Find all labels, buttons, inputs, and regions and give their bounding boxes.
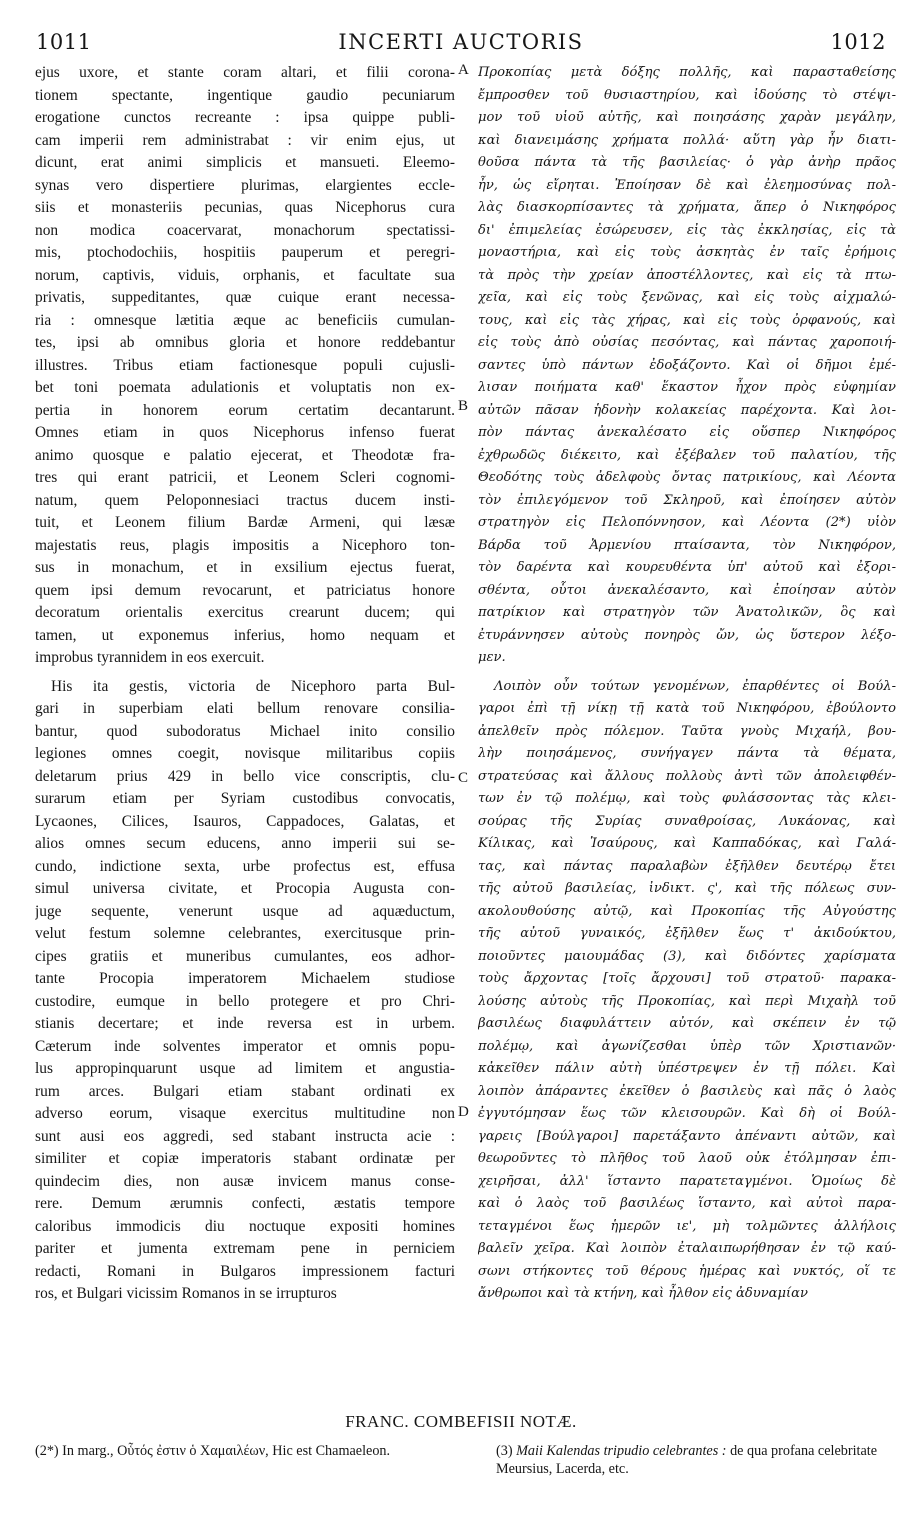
greek-text-line: κἀκεῖθεν πάλιν αὐτὴ ὑπέστρεψεν ἐν τῇ πόλει. Καὶ [478, 1061, 896, 1076]
greek-text-line: αὐτῶν πᾶσαν ἡδονὴν κολακείας παρέχοντα. Καὶ λοι- [478, 402, 896, 418]
latin-text-line: lus appropinquarunt usque ad limitem et angustia- [35, 1060, 455, 1077]
latin-text-line: quindecim dies, non ausæ invicem manus conse- [35, 1172, 455, 1190]
greek-text-line: δι' ἐπιμελείας ἐσώρευσεν, εἰς τὰς ἐκκλησίας, εἰς τὰ [478, 222, 896, 238]
latin-text-line: Cæterum inde solventes imperator et omnis popu- [35, 1037, 455, 1055]
latin-text-line: cipes gratiis et muneribus cumulantes, eos adhor- [35, 947, 455, 965]
latin-text-column [35, 62, 455, 1306]
latin-text-line: tamen, ut exponemus inferius, homo nequam et [35, 626, 455, 644]
latin-text-line: ros, et Bulgari vicissim Romanos in se irrupturos [35, 1285, 337, 1302]
greek-text-line: τὸν δαρέντα καὶ κουρευθέντα ὑπ' αὐτοῦ καὶ ἐξορι- [478, 560, 896, 575]
greek-text-line: λισαν ποιήματα καθ' ἕκαστον ἦχον πρὸς εὐφημίαν [478, 380, 896, 395]
latin-text-line: legiones omnes coegit, novisque militaribus copiis [35, 745, 455, 762]
greek-text-line: τεταγμένοι ἕως ἡμερῶν ιε', μὴ τολμῶντες ἀλλήλοις [478, 1218, 896, 1234]
greek-text-line: τὸν ἐπιλεγόμενον τοῦ Σκληροῦ, καὶ ἐποίησεν αὐτὸν [478, 492, 896, 508]
greek-text-line: ἐγγυτόμησαν ἕως τῶν κλεισουρῶν. Καὶ δὴ οἱ Βούλ- [478, 1106, 896, 1121]
greek-text-line: τας, καὶ πάντας παραλαβὼν ἐξῆλθεν δευτέρῳ ἔτει [478, 858, 896, 874]
greek-text-line: τῆς αὐτοῦ γυναικός, ἐξῆλθεν ἕως τ' ἀκιδούκτου, [478, 926, 896, 941]
greek-text-line: ἄνθρωποι καὶ τὰ κτήνη, καὶ ἦλθον εἰς ἀδυναμίαν [478, 1286, 808, 1301]
latin-text-line: rere. Demum ærumnis confecti, æstatis tempore [35, 1195, 455, 1212]
latin-text-line: animo quosque e palatio ejecerat, et Theodotæ fra- [35, 446, 455, 464]
greek-text-line: χειρῆσαι, ἀλλ' ἵσταντο παρατεταγμένοι. Ὁμοίως δὲ [478, 1173, 896, 1189]
latin-text-line: decoratum orientalis exercitus crearunt ducem; qui [35, 604, 455, 621]
greek-text-line: στρατεύσας καὶ ἄλλους πολλοὺς ἀντὶ τῶν ἀπολειφθέν- [478, 768, 896, 784]
greek-text-line: ἐχθρωδῶς διέκειτο, καὶ ἐξέβαλεν τοῦ παλατίου, τῆς [478, 447, 896, 463]
greek-text-line: γαρεις [Βούλγαροι] παρετάξαντο ἀπέναντι αὐτῶν, καὶ [478, 1128, 896, 1144]
greek-text-line: τοὺς ἄρχοντας [τοῖς ἄρχουσι] τοῦ στρατοῦ· παρακα- [478, 971, 896, 986]
greek-text-line: ἦν, ὡς εἴρηται. Ἐποίησαν δὲ καὶ ἐλεημοσύνας πολ- [478, 177, 896, 193]
greek-text-line: σαντες ὑπὸ πάντων ἐδοξάζοντο. Καὶ οἱ δῆμοι ἐμέ- [478, 357, 896, 373]
latin-text-line: tres qui erant patricii, et Leonem Scleri cognomi- [35, 469, 455, 486]
margin-letter-a: A [458, 62, 469, 78]
latin-text-line: rum arces. Bulgari etiam stabant ordinati ex [35, 1082, 455, 1100]
latin-text-line: similiter et copiæ imperatoris stabant ordinatæ per [35, 1150, 455, 1167]
greek-text-line: λοιπὸν ἀπάραντες ἐκεῖθεν ὁ βασιλεὺς καὶ πᾶς ὁ λαὸς [478, 1083, 896, 1099]
greek-text-line: θοῦσα πάντα τὰ τῆς βασιλείας· ὁ γὰρ ἀνὴρ πρᾶος [478, 155, 896, 170]
latin-text-line: Lycaones, Cilices, Isauros, Cappadoces, Galatas, et [35, 812, 455, 830]
latin-text-line: pariter et jumenta extremam pene in perniciem [35, 1240, 455, 1257]
greek-text-line: ἐτυράννησεν αὐτοὺς πονηρὸς ὤν, ὡς ὕστερον λέξο- [478, 627, 896, 643]
latin-text-line: stianis decertare; et inde reversa est in urbem. [35, 1015, 455, 1032]
latin-text-line: tionem spectante, ingentique gaudio pecuniarum [35, 86, 455, 104]
greek-text-line: σούρας τῆς Συρίας συναθροίσας, Λυκάονας, καὶ [478, 813, 896, 829]
greek-text-line: καὶ ὁ λαὸς τοῦ βασιλέως ἵσταντο, καὶ αὐτοὶ παρα- [478, 1196, 896, 1211]
greek-text-line: εἰς τοὺς ἀπὸ οὐσίας πεσόντας, καὶ πάντας χαροποιή- [478, 335, 896, 350]
greek-text-line: Λοιπὸν οὖν τούτων γενομένων, ἐπαρθέντες οἱ Βούλ- [494, 678, 896, 694]
footnote-3-lemma: Maii Kalendas tripudio celebrantes : [516, 1443, 727, 1459]
footnote-2: (2*) In marg., Οὗτός ἐστιν ὁ Χαμαιλέων, Hic est Chamaeleon. [35, 1443, 391, 1459]
page-number-left: 1011 [36, 30, 92, 54]
notes-heading: FRANC. COMBEFISII NOTÆ. [345, 1412, 577, 1431]
footnote-3-number: (3) [496, 1443, 517, 1459]
margin-letter-c: C [458, 770, 469, 786]
greek-text-line: στρατηγὸν εἰς Πελοπόννησον, καὶ Λέοντα (2*) υἱὸν [478, 515, 896, 530]
greek-text-line: χεῖα, καὶ εἰς τοὺς ξενῶνας, καὶ εἰς τοὺς αἰχμαλώ- [478, 290, 896, 305]
latin-text-line: juge sequente, venerunt usque ad aquæductum, [35, 902, 455, 920]
greek-text-line: μεν. [478, 650, 506, 665]
greek-text-line: θεωροῦντες τὸ πλῆθος τοῦ λαοῦ οὐκ ἐτόλμησαν ἐπι- [478, 1151, 896, 1166]
latin-text-line: improbus tyrannidem in eos exercuit. [35, 649, 265, 666]
latin-text-line: adverso eorum, visaque exercitus multitudine non [35, 1105, 455, 1122]
latin-text-line: quem ipsi demum revocarunt, et patriciatus honore [35, 581, 455, 599]
greek-text-line: Κίλικας, καὶ Ἰσαύρους, καὶ Καππαδόκας, καὶ Γαλά- [478, 836, 896, 851]
greek-text-line: καὶ διανειμάσης χρήματα πολλά· αὕτη γὰρ ἦν διατι- [478, 132, 896, 148]
latin-text-line: velut festum solemne celebrantes, exercitusque prin- [35, 925, 455, 942]
greek-text-line: λούσης αὐτοὺς τῆς Προκοπίας, καὶ περὶ Μιχαὴλ τοῦ [478, 993, 896, 1009]
latin-text-line: His ita gestis, victoria de Nicephoro parta Bul- [51, 677, 455, 695]
margin-letter-d: D [458, 1104, 469, 1120]
margin-letter-b: B [458, 398, 469, 414]
latin-text-line: ejus uxore, et stante coram altari, et filii corona- [35, 64, 455, 81]
latin-text-line: redacti, Romani in Bulgaros impressionem facturi [35, 1262, 455, 1280]
greek-text-line: ποιοῦντες μαιουμάδας (3), καὶ διδόντες χαρίσματα [478, 948, 896, 964]
latin-text-line: Omnes etiam in quos Nicephorus infenso fuerat [35, 424, 455, 441]
greek-text-line: Θεοδότης τοὺς ἀδελφοὺς ὄντας πατρικίους, καὶ Λέοντα [478, 470, 896, 485]
latin-text-line: synas vero dispertiere plurimas, elargientes eccle- [35, 176, 455, 194]
greek-text-line: σθέντα, οὗτοι ἀνεκαλέσαντο, καὶ ἐποίησαν αὐτὸν [478, 582, 896, 598]
latin-text-line: non modica coacervarat, monachorum spectatissi- [35, 221, 455, 239]
latin-text-line: custodire, eumque in bello protegere et pro Chri- [35, 992, 455, 1010]
greek-text-line: των ἐν τῷ πολέμῳ, καὶ τοὺς φυλάσσοντας τὰς κλει- [478, 791, 896, 806]
latin-text-line: illustres. Tribus etiam factionesque populi cujusli- [35, 356, 455, 374]
latin-text-line: ria : omnesque lætitia æque ac beneficiis cumulan- [35, 311, 455, 329]
latin-text-line: mis, ptochodochiis, hospitiis pauperum et peregri- [35, 244, 455, 261]
greek-text-line: βασιλέως διαφυλάττειν αὐτόν, καὶ σκέπειν ἐν τῷ [478, 1016, 896, 1031]
greek-text-line: λὴν ποιησάμενος, συνήγαγεν πάντα τὰ θέματα, [478, 746, 896, 761]
latin-text-line: sus in monachum, et in exsilium ejectus fuerat, [35, 559, 455, 576]
latin-text-line: deletarum prius 429 in bello vice conscriptis, clu- [35, 767, 455, 785]
greek-text-column [478, 62, 896, 1306]
greek-text-line: τὰ πρὸς τὴν χρείαν ἀποστέλλοντες, καὶ εἰς τὰ πτω- [478, 267, 896, 283]
greek-text-line: πὸν πάντας ἀνεκαλέσατο εἰς οὕσπερ Νικηφόρος [478, 425, 896, 440]
latin-text-line: cundo, indictione sexta, urbe profectus est, effusa [35, 857, 455, 875]
latin-text-line: cam imperii rem administrabat : vir enim ejus, ut [35, 131, 455, 149]
latin-text-line: majestatis reus, plagis impositis a Nicephoro ton- [35, 536, 455, 554]
latin-text-line: norum, captivis, viduis, orphanis, et facultate sua [35, 266, 455, 284]
running-title: INCERTI AUCTORIS [338, 30, 584, 54]
greek-text-line: σωνι στήκοντες τοῦ θέρους ἡμέρας καὶ νυκτός, οἵ τε [478, 1263, 896, 1279]
greek-text-line: ἔμπροσθεν τοῦ θυσιαστηρίου, καὶ ἰδούσης τὸ στέψι- [478, 87, 896, 103]
latin-text-line: alios omnes secum educens, anno imperii sui se- [35, 835, 455, 852]
greek-text-line: Βάρδα τοῦ Ἀρμενίου πταίσαντα, τὸν Νικηφόρον, [478, 537, 896, 553]
latin-text-line: surarum etiam per Syriam custodibus convocatis, [35, 790, 455, 807]
latin-text-line: tes, ipsi ab omnibus gloria et honore reddebantur [35, 334, 455, 351]
latin-text-line: erogatione cunctos recreante : ipsa quippe publi- [35, 109, 455, 126]
footnote-3-text: de qua profana celebritate Meursius, Lacerda, etc. [496, 1443, 877, 1477]
latin-text-line: tuit, et Leonem filium Bardæ Armeni, qui læsæ [35, 514, 455, 531]
greek-text-line: μον τοῦ υἱοῦ αὐτῆς, καὶ ποιησάσης χαρὰν μεγάλην, [478, 110, 896, 125]
latin-text-line: pertia in honorem eorum certatim decantarunt. [35, 401, 455, 419]
latin-text-line: natum, quem Peloponnesiaci tractus ducem insti- [35, 491, 455, 509]
latin-text-line: bet toni poemata adulationis et voluptatis non ex- [35, 379, 455, 396]
latin-text-line: bantur, quod subodoratus Michael inito consilio [35, 722, 455, 740]
greek-text-line: πολέμῳ, καὶ ἀγωνίζεσθαι ὑπὲρ τῶν Χριστιανῶν· [478, 1038, 896, 1054]
greek-text-line: λὰς διασκορπίσαντες τὰ χρήματα, ἅπερ ὁ Νικηφόρος [478, 200, 896, 215]
greek-text-line: ἀπελθεῖν πρὸς πόλεμον. Ταῦτα γνοὺς Μιχαήλ, βου- [478, 723, 896, 739]
latin-text-line: simul universa civitate, et Procopia Augusta con- [35, 880, 455, 897]
greek-text-line: βαλεῖν χεῖρα. Καὶ λοιπὸν ἐταλαιπωρήθησαν ἐν τῷ καύ- [478, 1241, 896, 1256]
greek-text-line: πατρίκιον καὶ στρατηγὸν τῶν Ἀνατολικῶν, ὃς καὶ [478, 605, 896, 620]
greek-text-line: τους, καὶ εἰς τὰς χήρας, καὶ εἰς τοὺς ὀρφανούς, καὶ [478, 312, 896, 328]
latin-text-line: caloribus immodicis diu noctuque expositi homines [35, 1217, 455, 1235]
greek-text-line: τῆς αὐτοῦ βασιλείας, ἰνδικτ. ς', καὶ τῆς πόλεως συν- [478, 881, 896, 896]
latin-text-line: siis et monasteriis pecunias, quas Nicephorus cura [35, 199, 455, 216]
footnote-3 [496, 1442, 896, 1478]
latin-text-line: gari in superbiam elati bellum renovare consilia- [35, 700, 455, 717]
greek-text-line: γαροι ἐπὶ τῇ νίκῃ τῇ κατὰ τοῦ Νικηφόρου, ἐβούλοντο [478, 701, 896, 716]
latin-text-line: dicunt, erat animi simplicis et mansueti. Eleemo- [35, 154, 455, 171]
latin-text-line: privatis, suppeditantes, quæ cuique erant necessa- [35, 289, 455, 306]
page-number-right: 1012 [830, 30, 886, 54]
latin-text-line: tante Procopia imperatorem Michaelem studiose [35, 970, 455, 987]
greek-text-line: Προκοπίας μετὰ δόξης πολλῆς, καὶ παρασταθείσης [478, 65, 896, 80]
greek-text-line: μοναστήρια, καὶ εἰς τοὺς ἀσκητὰς ἐν ταῖς ἐρήμοις [478, 245, 896, 260]
greek-text-line: ακολουθούσης αὐτῷ, καὶ Προκοπίας τῆς Αὐγούστης [478, 903, 896, 919]
latin-text-line: sunt ausi eos aggredi, sed stabant instructa acie : [35, 1127, 455, 1145]
